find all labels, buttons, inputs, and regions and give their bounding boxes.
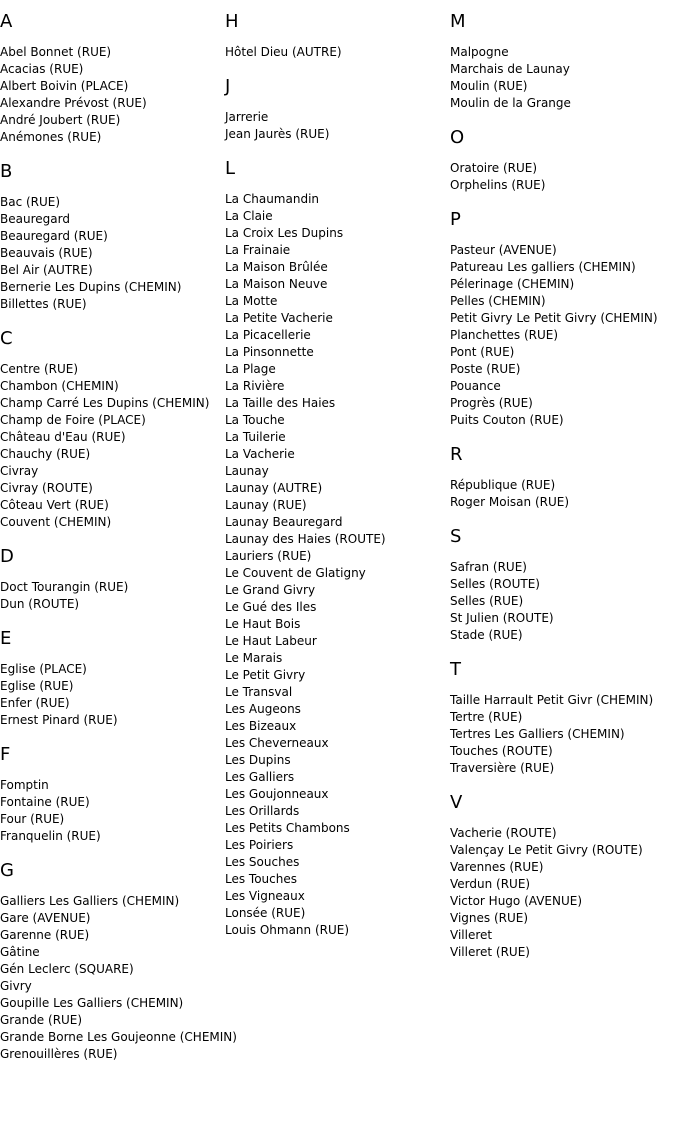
section-letter-heading: T [450,659,461,680]
street-list [450,477,675,511]
street-list-item[interactable]: Le Haut Bois [225,617,301,631]
street-list-item[interactable]: Hôtel Dieu (AUTRE) [225,45,342,59]
street-list-item[interactable]: Les Vigneaux [225,889,305,903]
street-list-item[interactable]: La Picacellerie [225,328,311,342]
street-list-item[interactable]: Tertre (RUE) [450,710,523,724]
street-list-item[interactable]: La Chaumandin [225,192,320,206]
street-list-item[interactable]: Safran (RUE) [450,560,527,574]
street-list-item[interactable]: Lonsée (RUE) [225,906,306,920]
street-list-item[interactable]: Victor Hugo (AVENUE) [450,894,583,908]
street-list [450,692,675,777]
street-list-item[interactable]: Pouance [450,379,501,393]
street-list-item[interactable]: Traversière (RUE) [450,761,555,775]
street-list-item[interactable]: Alexandre Prévost (RUE) [0,96,147,110]
section-letter-heading: J [225,76,231,97]
street-list [225,191,450,939]
street-list-item[interactable]: Pasteur (AVENUE) [450,243,557,257]
street-list [450,160,675,194]
street-list-item[interactable]: La Rivière [225,379,285,393]
street-list-item[interactable]: Anémones (RUE) [0,130,102,144]
street-list-item[interactable]: Les Touches [225,872,297,886]
letter-section [225,75,450,143]
letter-section [0,10,225,146]
street-list-item[interactable]: Civray (ROUTE) [0,481,93,495]
letter-section [450,658,675,777]
street-list-item[interactable]: Villeret (RUE) [450,945,530,959]
street-list-item[interactable]: Les Goujonneaux [225,787,329,801]
letter-section [0,545,225,613]
street-list [450,44,675,112]
street-list [225,44,450,61]
street-list [450,242,675,429]
street-list-item[interactable]: Le Transval [225,685,293,699]
street-list-item[interactable]: Eglise (RUE) [0,679,74,693]
street-list-item[interactable]: Patureau Les galliers (CHEMIN) [450,260,636,274]
street-list-item[interactable]: André Joubert (RUE) [0,113,121,127]
street-list-item[interactable]: Grande Borne Les Goujeonne (CHEMIN) [0,1030,237,1044]
street-list-item[interactable]: Pelles (CHEMIN) [450,294,546,308]
street-list-item[interactable]: La Petite Vacherie [225,311,333,325]
street-list-item[interactable]: Launay des Haies (ROUTE) [225,532,386,546]
street-list [450,559,675,644]
street-list-item[interactable]: Fontaine (RUE) [0,795,90,809]
street-list-item[interactable]: La Plage [225,362,276,376]
letter-section [450,525,675,644]
street-list-item[interactable]: Fomptin [0,778,49,792]
street-list-item[interactable]: Taille Harrault Petit Givr (CHEMIN) [450,693,654,707]
street-list-item[interactable]: Les Augeons [225,702,301,716]
section-letter-heading: A [0,11,13,32]
street-list-item[interactable]: Gén Leclerc (SQUARE) [0,962,134,976]
street-list-item[interactable]: Les Poiriers [225,838,294,852]
street-list-item[interactable]: Galliers Les Galliers (CHEMIN) [0,894,180,908]
letter-section [0,160,225,313]
street-list-item[interactable]: La Tuilerie [225,430,286,444]
street-list-item[interactable]: Launay (AUTRE) [225,481,323,495]
letter-section [450,791,675,961]
street-list-item[interactable]: Beauvais (RUE) [0,246,93,260]
street-list-item[interactable]: Roger Moisan (RUE) [450,495,570,509]
street-list-item[interactable]: République (RUE) [450,478,556,492]
street-list-item[interactable]: Gâtine [0,945,40,959]
street-list-item[interactable]: Touches (ROUTE) [450,744,553,758]
section-letter-heading: B [0,161,13,182]
street-list-item[interactable]: Le Couvent de Glatigny [225,566,366,580]
street-list-item[interactable]: La Pinsonnette [225,345,314,359]
section-letter-heading: P [450,209,461,230]
section-letter-heading: F [0,744,11,765]
street-list-item[interactable]: Lauriers (RUE) [225,549,312,563]
section-letter-heading: O [450,127,465,148]
section-letter-heading: H [225,11,239,32]
section-letter-heading: E [0,628,12,649]
street-list-item[interactable]: Oratoire (RUE) [450,161,538,175]
street-list-item[interactable]: Progrès (RUE) [450,396,533,410]
street-list-item[interactable]: Marchais de Launay [450,62,570,76]
letter-section [450,10,675,112]
street-list-item[interactable]: Selles (ROUTE) [450,577,540,591]
street-list-item[interactable]: Grande (RUE) [0,1013,83,1027]
street-list [450,825,675,961]
street-index-column-1 [0,10,237,1077]
street-list-item[interactable]: Champ Carré Les Dupins (CHEMIN) [0,396,210,410]
section-letter-heading: R [450,444,463,465]
street-list-item[interactable]: Varennes (RUE) [450,860,544,874]
street-list-item[interactable]: Le Gué des Iles [225,600,317,614]
letter-section [450,443,675,511]
street-list-item[interactable]: Jarrerie [225,110,269,124]
street-list-item[interactable]: Bac (RUE) [0,195,61,209]
street-index-column-2 [225,10,450,953]
street-list-item[interactable]: Vacherie (ROUTE) [450,826,557,840]
street-list-item[interactable]: Le Marais [225,651,283,665]
street-list-item[interactable]: Chauchy (RUE) [0,447,91,461]
street-list-item[interactable]: Le Petit Givry [225,668,306,682]
street-list-item[interactable]: Les Petits Chambons [225,821,350,835]
letter-section [450,126,675,194]
street-list-item[interactable]: Vignes (RUE) [450,911,529,925]
street-list-item[interactable]: La Motte [225,294,278,308]
street-list-item[interactable]: Les Cheverneaux [225,736,329,750]
street-list-item[interactable]: Goupille Les Galliers (CHEMIN) [0,996,184,1010]
street-list [0,194,225,313]
street-list-item[interactable]: Côteau Vert (RUE) [0,498,109,512]
street-list-item[interactable]: Jean Jaurès (RUE) [225,127,330,141]
street-list-item[interactable]: Billettes (RUE) [0,297,87,311]
street-list-item[interactable]: Château d'Eau (RUE) [0,430,126,444]
street-list-item[interactable]: Les Dupins [225,753,291,767]
section-letter-heading: C [0,328,13,349]
street-list-item[interactable]: Couvent (CHEMIN) [0,515,112,529]
section-letter-heading: L [225,158,236,179]
letter-section [0,627,225,729]
street-list [0,893,237,1063]
street-list-item[interactable]: Enfer (RUE) [0,696,70,710]
street-list-item[interactable]: Albert Boivin (PLACE) [0,79,129,93]
street-list-item[interactable]: Launay [225,464,269,478]
street-list-item[interactable]: Dun (ROUTE) [0,597,80,611]
street-list-item[interactable]: Abel Bonnet (RUE) [0,45,112,59]
street-list [0,361,225,531]
street-list-item[interactable]: Stade (RUE) [450,628,523,642]
street-list-item[interactable]: La Taille des Haies [225,396,336,410]
street-list-item[interactable]: Villeret [450,928,493,942]
street-list-item[interactable]: Beauregard [0,212,70,226]
street-list-item[interactable]: Franquelin (RUE) [0,829,101,843]
street-list-item[interactable]: Beauregard (RUE) [0,229,108,243]
street-list-item[interactable]: La Frainaie [225,243,291,257]
street-list-item[interactable]: Launay Beauregard [225,515,343,529]
street-list-item[interactable]: Louis Ohmann (RUE) [225,923,350,937]
letter-section [225,10,450,61]
street-list-item[interactable]: Centre (RUE) [0,362,79,376]
street-list-item[interactable]: Bernerie Les Dupins (CHEMIN) [0,280,182,294]
street-list-item[interactable]: Selles (RUE) [450,594,524,608]
street-list [0,777,225,845]
street-list-item[interactable]: Verdun (RUE) [450,877,531,891]
street-list-item[interactable]: Champ de Foire (PLACE) [0,413,146,427]
street-list-item[interactable]: Doct Tourangin (RUE) [0,580,129,594]
street-list-item[interactable]: Poste (RUE) [450,362,521,376]
street-index-column-3 [450,10,675,975]
street-list-item[interactable]: Tertres Les Galliers (CHEMIN) [450,727,625,741]
street-list-item[interactable]: Les Galliers [225,770,295,784]
street-list-item[interactable]: Le Grand Givry [225,583,316,597]
street-list-item[interactable]: Launay (RUE) [225,498,307,512]
street-list-item[interactable]: Orphelins (RUE) [450,178,546,192]
street-list-item[interactable]: Eglise (PLACE) [0,662,87,676]
letter-section [225,157,450,939]
street-list-item[interactable]: Four (RUE) [0,812,65,826]
street-list-item[interactable]: Bel Air (AUTRE) [0,263,93,277]
street-list-item[interactable]: Chambon (CHEMIN) [0,379,119,393]
letter-section [0,327,225,531]
section-letter-heading: V [450,792,463,813]
section-letter-heading: S [450,526,462,547]
street-list-item[interactable]: Les Souches [225,855,300,869]
street-list-item[interactable]: Malpogne [450,45,509,59]
street-list-item[interactable]: St Julien (ROUTE) [450,611,554,625]
street-list-item[interactable]: La Claie [225,209,273,223]
street-list-item[interactable]: Givry [0,979,32,993]
letter-section [450,208,675,429]
section-letter-heading: G [0,860,14,881]
street-list-item[interactable]: Le Haut Labeur [225,634,317,648]
street-list-item[interactable]: Pélerinage (CHEMIN) [450,277,575,291]
street-list-item[interactable]: La Touche [225,413,285,427]
street-list-item[interactable]: La Maison Brûlée [225,260,328,274]
street-list-item[interactable]: Garenne (RUE) [0,928,90,942]
street-list-item[interactable]: La Maison Neuve [225,277,328,291]
section-letter-heading: D [0,546,14,567]
letter-section [0,743,225,845]
street-list-item[interactable]: La Croix Les Dupins [225,226,344,240]
letter-section [0,859,237,1063]
street-list-item[interactable]: Grenouillères (RUE) [0,1047,118,1061]
section-letter-heading: M [450,11,466,32]
street-list-item[interactable]: Petit Givry Le Petit Givry (CHEMIN) [450,311,658,325]
street-list [0,661,225,729]
street-list-item[interactable]: Planchettes (RUE) [450,328,559,342]
street-list-item[interactable]: Ernest Pinard (RUE) [0,713,118,727]
street-list-item[interactable]: Moulin de la Grange [450,96,571,110]
street-list [0,579,225,613]
street-list-item[interactable]: Acacias (RUE) [0,62,84,76]
street-list-item[interactable]: Les Bizeaux [225,719,297,733]
street-list-item[interactable]: Moulin (RUE) [450,79,528,93]
street-list-item[interactable]: Pont (RUE) [450,345,515,359]
street-list-item[interactable]: Les Orillards [225,804,300,818]
street-list-item[interactable]: La Vacherie [225,447,295,461]
street-list-item[interactable]: Puits Couton (RUE) [450,413,564,427]
street-list [0,44,225,146]
street-list-item[interactable]: Valençay Le Petit Givry (ROUTE) [450,843,643,857]
street-list [225,109,450,143]
street-list-item[interactable]: Gare (AVENUE) [0,911,91,925]
street-list-item[interactable]: Civray [0,464,39,478]
